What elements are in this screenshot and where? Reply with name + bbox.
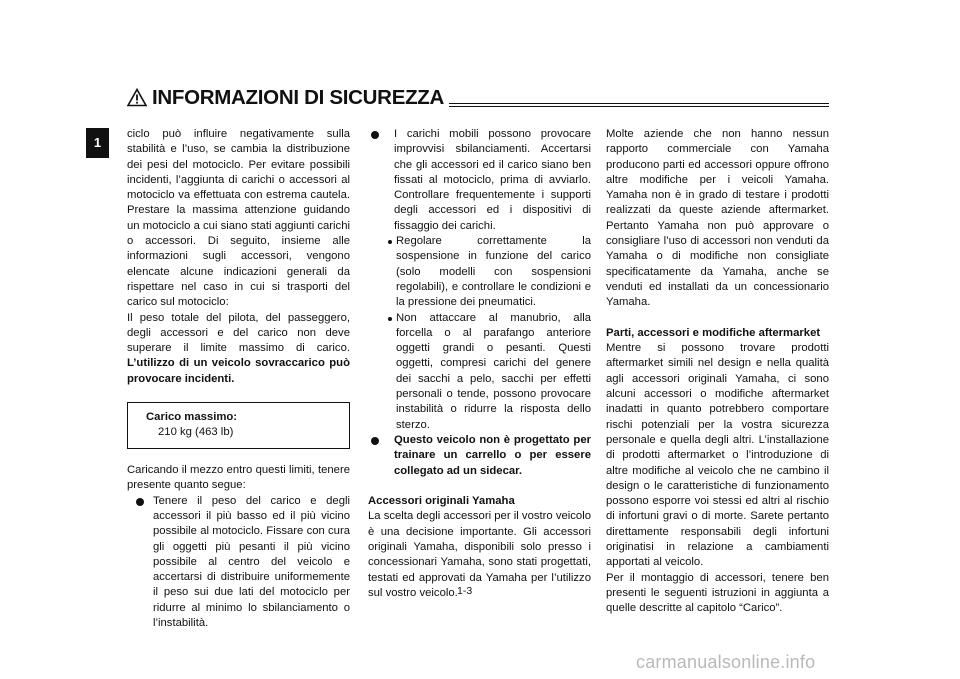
bullet-icon [136, 498, 144, 506]
small-bullet-icon [388, 240, 392, 244]
paragraph: Molte aziende che non hanno nessun rapporto commerciale con Yamaha producono parti ed accessori oppure offrono altre modifiche per i veicoli Yamaha. Yamaha non è in grado di testare i prodotti realizzati da queste aziende aftermarket. Pertanto Yamaha non può approvare o consigliare l’uso di accessori non venduti da Yamaha o di modifiche non consigliate specificatamente da Yamaha, anche se venduti ed installati da un concessionario Yamaha. [606, 128, 829, 309]
bullet-icon [371, 131, 379, 139]
section-heading: Accessori originali Yamaha [368, 495, 515, 508]
list-item: Questo veicolo non è progettato per trainare un carrello o per essere collegato ad un sidecar. [368, 433, 591, 479]
chapter-tab: 1 [86, 128, 109, 158]
paragraph: La scelta degli accessori per il vostro veicolo è una decisione importante. Gli accessori originali Yamaha, disponibili solo presso i concessionari Yamaha, sono stati progettati, testati ed approvati da Yamaha per l’utilizzo sul vostro veicolo. [368, 510, 591, 599]
column-middle [368, 127, 591, 601]
watermark: carmanualsonline.info [636, 652, 816, 672]
section-heading: Parti, accessori e modifiche aftermarket [606, 326, 821, 339]
bullet-icon [371, 437, 379, 445]
sub-list-item: Regolare correttamente la sospensione in funzione del carico (solo modelli con sospensioni regolabili), e controllare le condizioni e la pressione dei pneumatici. [368, 234, 591, 310]
warning-triangle-icon [127, 88, 147, 107]
list-item: I carichi mobili possono provocare improvvisi sbilanciamenti. Accertarsi che gli accessori ed il carico siano ben fissati al motociclo, prima di avviarlo. Controllare frequentemente i supporti degli accessori ed i dispositivi di fissaggio dei carichi. [368, 127, 591, 234]
bold-warning: L’utilizzo di un veicolo sovraccarico può provocare incidenti. [127, 357, 350, 385]
page-header [127, 86, 829, 112]
column-right [606, 127, 829, 617]
page-number: 1-3 [457, 585, 473, 597]
paragraph: Mentre si possono trovare prodotti aftermarket simili nel design e nella qualità agli accessori originali Yamaha, ci sono alcuni accessori o modifiche aftermarket inadatti in quanto potrebbero comportare rischi potenziali per la vostra sicurezza personale e quella degli altri. L’installazione di prodotti aftermarket o l’introduzione di altre modifiche al veicolo che ne cambino il design o le caratteristiche di funzionamento possono esporre voi stessi ed altri al rischio di infortuni gravi o di morte. Sarete pertanto direttamente responsabili degli infortuni originatisi in relazione a cambiamenti apportati al veicolo. [606, 342, 829, 569]
header-rule [449, 103, 829, 109]
column-left [127, 127, 350, 631]
max-load-value: 210 kg (463 lb) [158, 426, 234, 439]
paragraph: ciclo può influire negativamente sulla stabilità e l’uso, se cambia la distribuzione dei pesi del motociclo. Per evitare possibili incidenti, l’aggiunta di carichi o accessori al motociclo va effettuata con estrema cautela. Prestare la massima attenzione guidando un motociclo a cui siano stati aggiunti carichi o accessori. Di seguito, insieme alle informazioni sugli accessori, vengono elencate alcune indicazioni generali da rispettare nel caso in cui si trasporti del carico sul motociclo: [127, 128, 350, 309]
paragraph: Per il montaggio di accessori, tenere ben presenti le seguenti istruzioni in aggiunta a quelle descritte al capitolo “Carico”. [606, 571, 829, 615]
small-bullet-icon [388, 317, 392, 321]
paragraph: Il peso totale del pilota, del passeggero, degli accessori e del carico non deve superare il limite massimo di carico. L’utilizzo di un veicolo sovraccarico può provocare incidenti. [127, 311, 350, 385]
paragraph: Caricando il mezzo entro questi limiti, tenere presente quanto segue: [127, 464, 350, 492]
max-load-box [127, 402, 350, 449]
sub-list-item: Non attaccare al manubrio, alla forcella o al parafango anteriore oggetti grandi o pesanti. Questi oggetti, compresi carichi del genere dei sacchi a pelo, sacchi per effetti personali o tende, possono provocare instabilità o ridurre la risposta dello sterzo. [368, 311, 591, 433]
list-item: Tenere il peso del carico e degli accessori il più basso ed il più vicino possibile al motociclo. Fissare con cura gli oggetti più pesanti il più vicino possibile al centro del veicolo e accertarsi di distribuire uniformemente il peso sui due lati del motociclo per ridurre al minimo lo sbilanciamento o l’instabilità. [127, 494, 350, 632]
max-load-label: Carico massimo: [146, 411, 238, 424]
page-title: INFORMAZIONI DI SICUREZZA [152, 86, 445, 109]
